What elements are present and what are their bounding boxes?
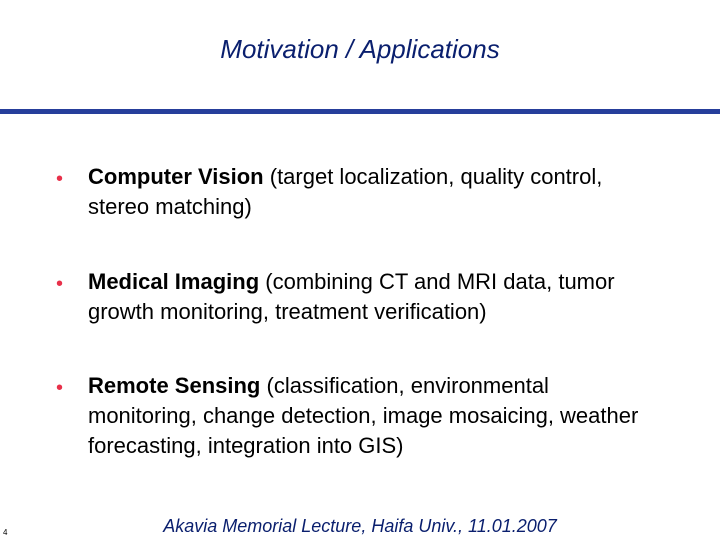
bullet-detail: (classification, environmental monitoring, change detection, image mosaicing, weather forecasting, integration into GIS) [88,373,639,458]
bullet-term: Remote Sensing [88,373,261,398]
bullet-marker: • [56,273,64,295]
bullet-marker: • [56,377,64,399]
bullet-marker: • [56,168,64,190]
bullet-text [88,371,648,461]
bullet-text [88,267,648,327]
page-number: 4 [3,528,8,537]
bullet-text [88,162,648,222]
slide-title: Motivation / Applications [220,34,500,64]
bullet-term: Computer Vision [88,164,264,189]
bullet-detail: (combining CT and MRI data, tumor growth monitoring, treatment verification) [88,269,615,324]
bullet-detail: (target localization, quality control, stereo matching) [88,164,603,219]
bullet-term: Medical Imaging [88,269,260,294]
slide-footer: Akavia Memorial Lecture, Haifa Univ., 11.01.2007 [163,516,557,536]
